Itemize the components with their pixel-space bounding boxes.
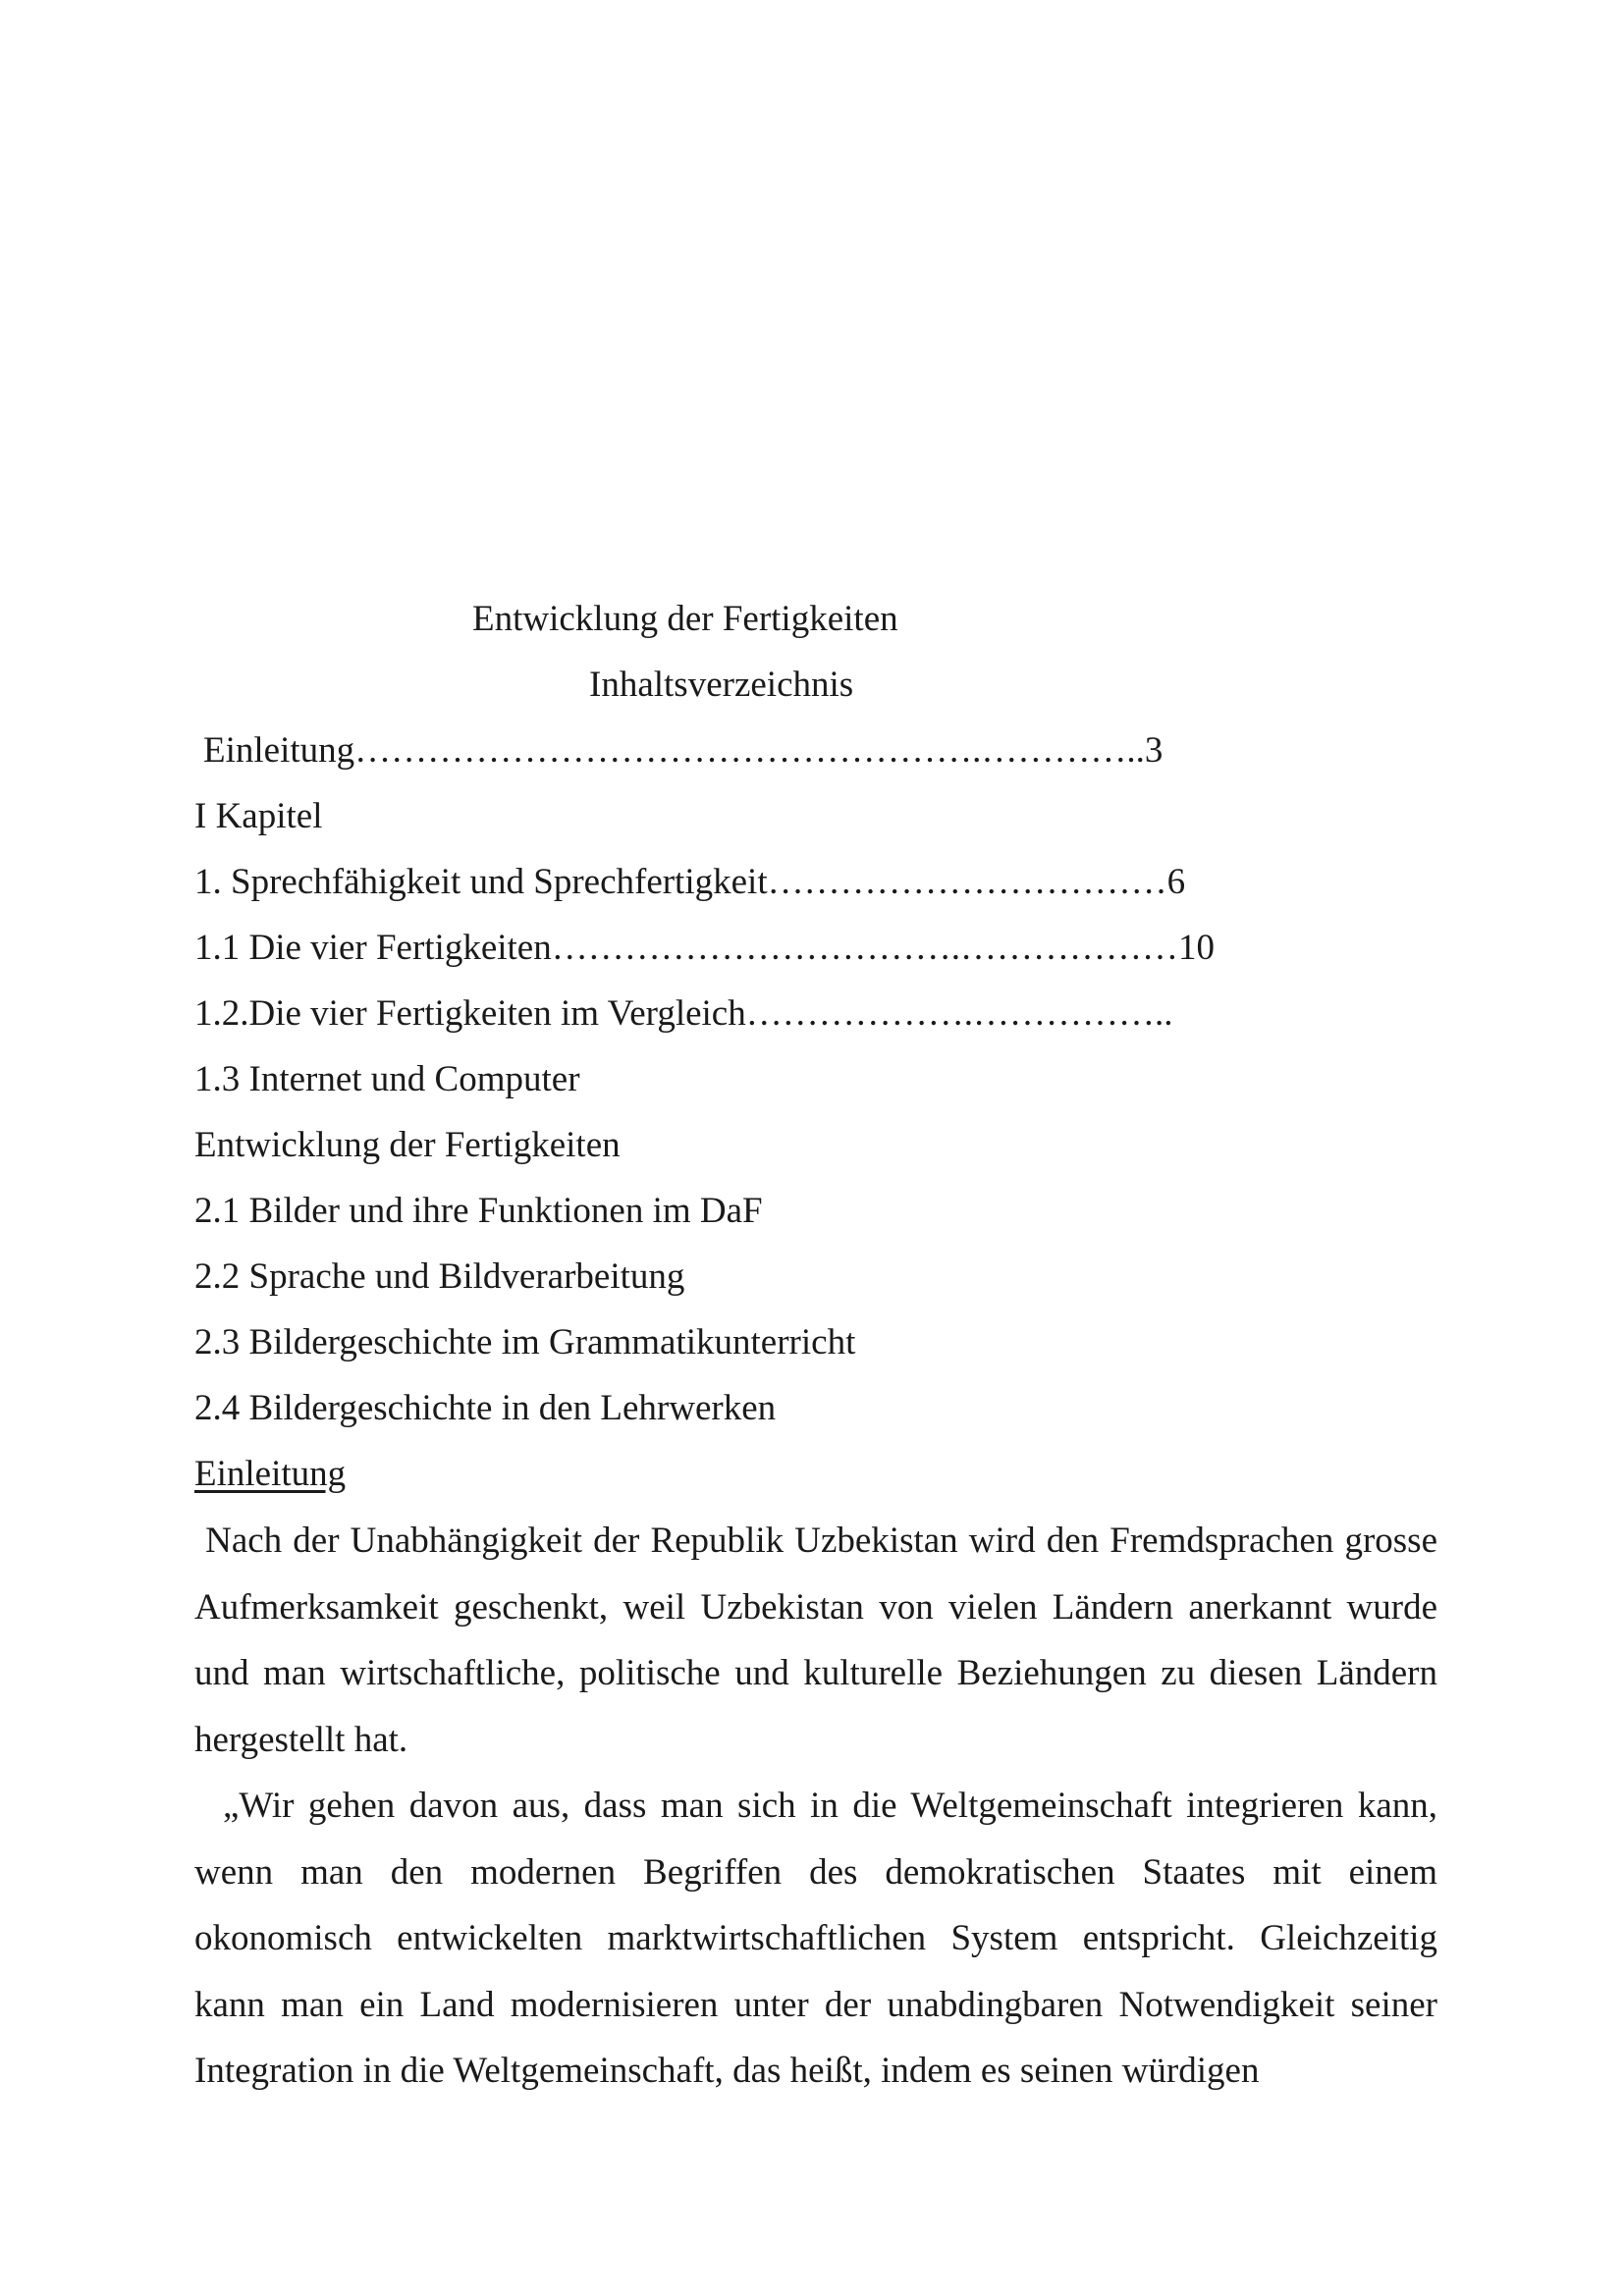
toc-heading: Inhaltsverzeichnis	[589, 665, 854, 705]
body-paragraph-1: Nach der Unabhängigkeit der Republik Uzbekistan wird den Fremdsprachen grosse Aufmerksamkeit geschenkt, weil Uzbekistan von vielen Ländern anerkannt wurde und man wirtschaftliche, politische und kulturelle Beziehungen zu diesen Ländern hergestellt hat.	[194, 1521, 1437, 1760]
toc-entry-1: 1. Sprechfähigkeit und Sprechfertigkeit……………………………6	[194, 862, 1186, 902]
toc-entry-2-1: 2.1 Bilder und ihre Funktionen im DaF	[194, 1191, 763, 1231]
toc-entry-kapitel-1: I Kapitel	[194, 796, 323, 836]
toc-entry-1-1: 1.1 Die vier Fertigkeiten…………………………….………………10	[194, 928, 1215, 968]
toc-entry-einleitung: Einleitung…………………………………………….…………..3	[203, 730, 1164, 771]
toc-entry-1-2: 1.2.Die vier Fertigkeiten im Vergleich……………….……………..	[194, 993, 1173, 1034]
body-paragraph-2: „Wir gehen davon aus, dass man sich in die Weltgemeinschaft integrieren kann, wenn man den modernen Begriffen des demokratischen Staates mit einem okonomisch entwickelten marktwirtschaftlichen System entspricht. Gleichzeitig kann man ein Land modernisieren unter der unabdingbaren Notwendigkeit seiner Integration in die Weltgemeinschaft, das heißt, indem es seinen würdigen	[194, 1786, 1437, 2091]
section-heading-einleitung: Einleitung	[194, 1454, 347, 1494]
toc-entry-chapter-2: Entwicklung der Fertigkeiten	[194, 1125, 621, 1165]
toc-entry-2-4: 2.4 Bildergeschichte in den Lehrwerken	[194, 1388, 777, 1428]
toc-entry-2-3: 2.3 Bildergeschichte im Grammatikunterricht	[194, 1322, 856, 1362]
document-title: Entwicklung der Fertigkeiten	[472, 599, 898, 639]
toc-entry-2-2: 2.2 Sprache und Bildverarbeitung	[194, 1256, 685, 1297]
toc-entry-1-3: 1.3 Internet und Computer	[194, 1059, 580, 1099]
